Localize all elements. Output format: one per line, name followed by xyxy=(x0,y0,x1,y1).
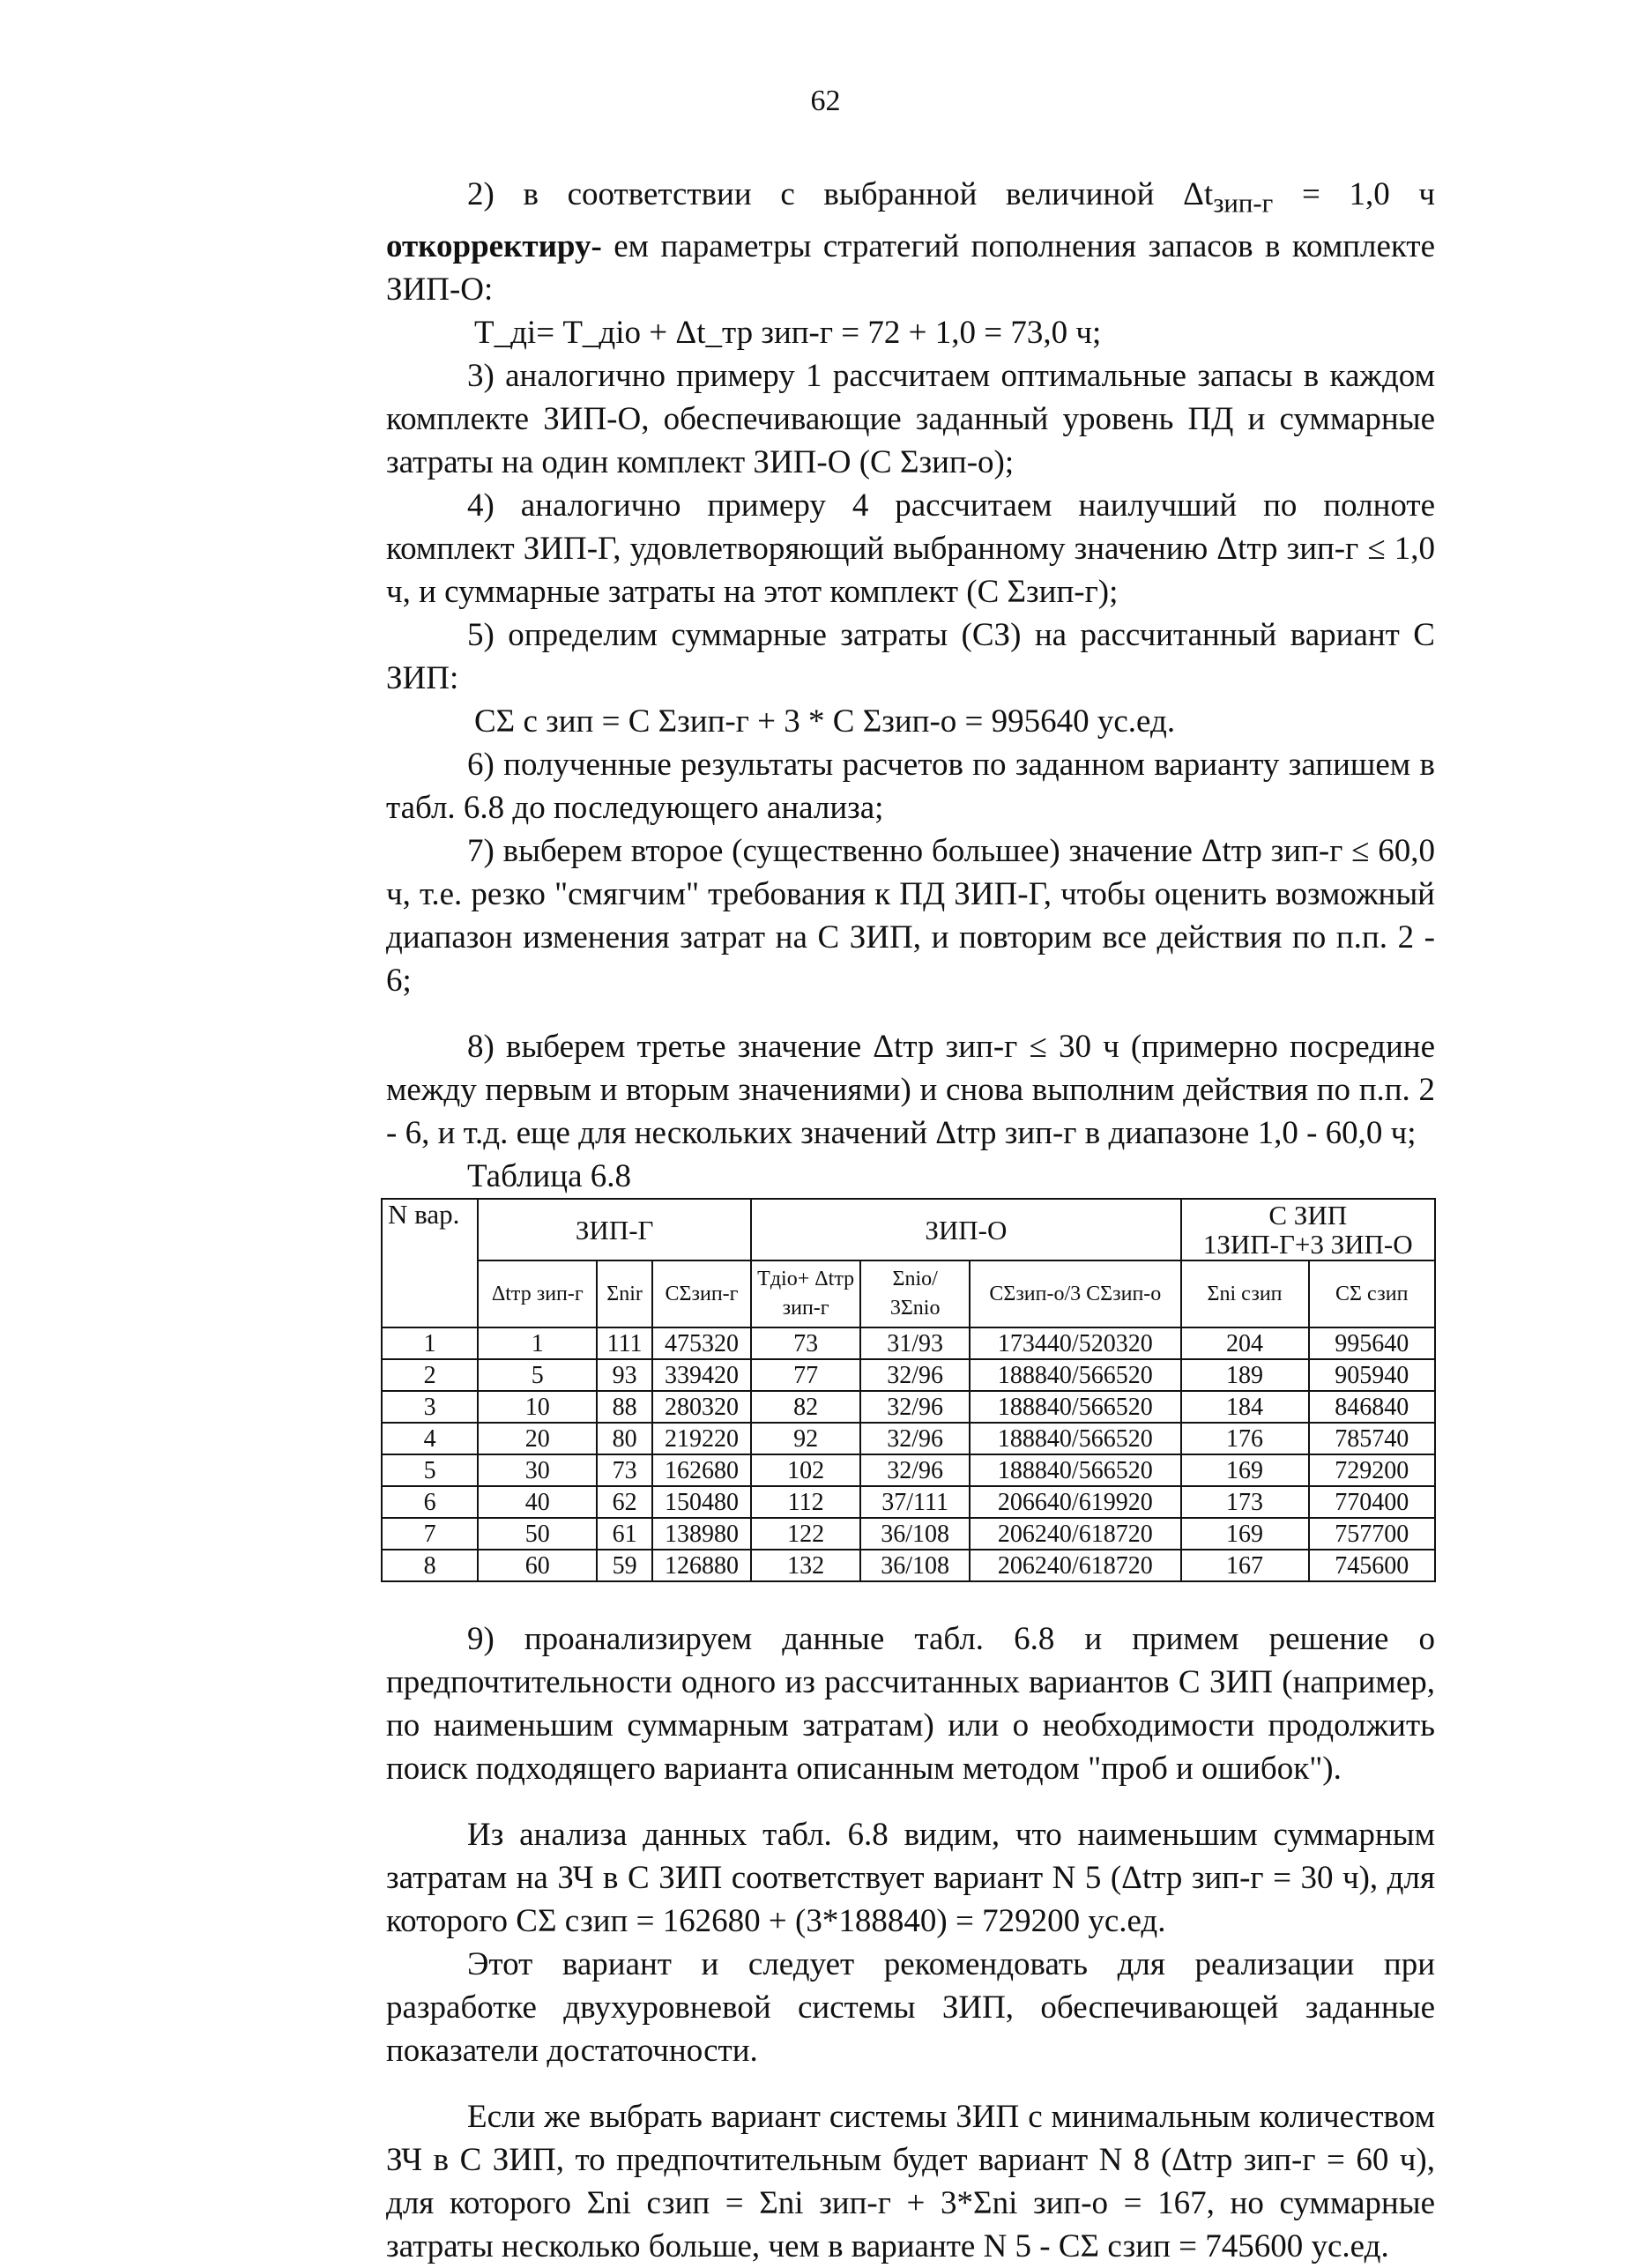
step-5-paragraph: 5) определим суммарные затраты (СЗ) на рассчитанный вариант С ЗИП: xyxy=(386,617,1435,697)
header-n-var: N вар. xyxy=(382,1199,478,1327)
table-cell: 30 xyxy=(478,1454,597,1486)
table-cell: 169 xyxy=(1181,1518,1309,1550)
table-cell: 8 xyxy=(382,1550,478,1581)
table-cell: 162680 xyxy=(652,1454,751,1486)
step-4-paragraph: 4) аналогично примеру 4 рассчитаем наилучший по полноте комплект ЗИП-Г, удовлетворяющий выбранному значению Δtтр зип-г ≤ 1,0 ч, и суммарные затраты на этот комплект (С Σзип-г); xyxy=(386,487,1435,611)
table-cell: 132 xyxy=(751,1550,860,1581)
header-s-zip xyxy=(1181,1199,1436,1260)
page-number: 62 xyxy=(810,85,841,117)
table-sub-header xyxy=(382,1260,1435,1327)
analysis-paragraph: Из анализа данных табл. 6.8 видим, что наименьшим суммарным затратам на ЗЧ в С ЗИП соответствует вариант N 5 (Δtтр зип-г = 30 ч), для которого CΣ сзип = 162680 + (3*188840) = 729200 ус.ед. xyxy=(386,1817,1435,1940)
table-cell: 93 xyxy=(597,1359,652,1391)
table-row xyxy=(382,1359,1435,1391)
header-cg: CΣзип-г xyxy=(652,1260,751,1327)
table-6-8 xyxy=(381,1198,1436,1582)
step-8-paragraph: 8) выберем третье значение Δtтр зип-г ≤ 30 ч (примерно посредине между первым и вторым значениями) и снова выполним действия по п.п. 2 - 6, и т.д. еще для нескольких значений Δtтр зип-г в диапазоне 1,0 - 60,0 ч; xyxy=(386,1029,1435,1152)
step-6-paragraph: 6) полученные результаты расчетов по заданном варианту запишем в табл. 6.8 до последующего анализа; xyxy=(386,747,1435,827)
table-cell: 188840/566520 xyxy=(970,1423,1180,1454)
table-cell: 32/96 xyxy=(860,1391,970,1423)
table-cell: 188840/566520 xyxy=(970,1454,1180,1486)
table-row xyxy=(382,1550,1435,1581)
table-cell: 62 xyxy=(597,1486,652,1518)
table-cell: 2 xyxy=(382,1359,478,1391)
header-nig: Σnir xyxy=(597,1260,652,1327)
header-dt: Δtтр зип-г xyxy=(478,1260,597,1327)
header-zip-g: ЗИП-Г xyxy=(478,1199,751,1260)
table-row xyxy=(382,1486,1435,1518)
table-cell: 32/96 xyxy=(860,1423,970,1454)
table-cell: 126880 xyxy=(652,1550,751,1581)
table-row xyxy=(382,1518,1435,1550)
table-cell: 219220 xyxy=(652,1423,751,1454)
table-cell: 60 xyxy=(478,1550,597,1581)
table-cell: 475320 xyxy=(652,1327,751,1359)
table-cell: 206240/618720 xyxy=(970,1550,1180,1581)
table-cell: 32/96 xyxy=(860,1359,970,1391)
table-cell: 339420 xyxy=(652,1359,751,1391)
table-cell: 5 xyxy=(382,1454,478,1486)
table-cell: 280320 xyxy=(652,1391,751,1423)
table-cell: 32/96 xyxy=(860,1454,970,1486)
table-cell: 92 xyxy=(751,1423,860,1454)
table-cell: 36/108 xyxy=(860,1550,970,1581)
table-cell: 31/93 xyxy=(860,1327,970,1359)
table-cell: 7 xyxy=(382,1518,478,1550)
table-cell: 206240/618720 xyxy=(970,1518,1180,1550)
table-cell: 20 xyxy=(478,1423,597,1454)
table-row xyxy=(382,1423,1435,1454)
table-cell: 173 xyxy=(1181,1486,1309,1518)
table-cell: 50 xyxy=(478,1518,597,1550)
header-nio: Σnio/ 3Σnio xyxy=(860,1260,970,1327)
table-cell: 138980 xyxy=(652,1518,751,1550)
table-row xyxy=(382,1327,1435,1359)
table-cell: 61 xyxy=(597,1518,652,1550)
header-co: CΣзип-о/3 CΣзип-о xyxy=(970,1260,1180,1327)
table-cell: 184 xyxy=(1181,1391,1309,1423)
table-cell: 88 xyxy=(597,1391,652,1423)
table-row xyxy=(382,1454,1435,1486)
table-cell: 73 xyxy=(597,1454,652,1486)
table-cell: 206640/619920 xyxy=(970,1486,1180,1518)
header-cs: CΣ сзип xyxy=(1309,1260,1436,1327)
step-9-paragraph: 9) проанализируем данные табл. 6.8 и примем решение о предпочтительности одного из рассчитанных вариантов С ЗИП (например, по наименьшим суммарным затратам) или о необходимости продолжить поиск подходящего варианта описанным методом "проб и ошибок"). xyxy=(386,1621,1435,1788)
table-cell: 102 xyxy=(751,1454,860,1486)
step-2-paragraph: 2) в соответствии с выбранной величиной $\Delta t_{зип-г} = 1,0$ ч откорректиру- ем параметры стратегий пополнения запасов в комплекте ЗИП-О: xyxy=(386,176,1436,309)
table-cell: 169 xyxy=(1181,1454,1309,1486)
table-cell: 1 xyxy=(382,1327,478,1359)
formula-t-di: Т_дi= Т_дio + Δt_тр зип-г = 72 + 1,0 = 73,0 ч; xyxy=(474,315,1102,352)
table-cell: 785740 xyxy=(1309,1423,1436,1454)
table-cell: 995640 xyxy=(1309,1327,1436,1359)
table-cell: 122 xyxy=(751,1518,860,1550)
table-cell: 59 xyxy=(597,1550,652,1581)
table-cell: 5 xyxy=(478,1359,597,1391)
table-cell: 150480 xyxy=(652,1486,751,1518)
page-body xyxy=(386,173,1435,2268)
table-cell: 188840/566520 xyxy=(970,1359,1180,1391)
table-cell: 757700 xyxy=(1309,1518,1436,1550)
table-caption: Таблица 6.8 xyxy=(467,1158,631,1195)
table-cell: 36/108 xyxy=(860,1518,970,1550)
table-cell: 37/111 xyxy=(860,1486,970,1518)
alternative-paragraph: Если же выбрать вариант системы ЗИП с минимальным количеством ЗЧ в С ЗИП, то предпочтительным будет вариант N 8 (Δtтр зип-г = 60 ч), для которого Σni сзип = Σni зип-г + 3*Σni зип-о = 167, но суммарные затраты несколько больше, чем в варианте N 5 - CΣ сзип = 745600 ус.ед. xyxy=(386,2099,1435,2265)
table-cell: 188840/566520 xyxy=(970,1391,1180,1423)
table-cell: 173440/520320 xyxy=(970,1327,1180,1359)
table-cell: 176 xyxy=(1181,1423,1309,1454)
table-cell: 204 xyxy=(1181,1327,1309,1359)
table-cell: 846840 xyxy=(1309,1391,1436,1423)
table-cell: 6 xyxy=(382,1486,478,1518)
table-row xyxy=(382,1391,1435,1423)
table-cell: 111 xyxy=(597,1327,652,1359)
table-cell: 80 xyxy=(597,1423,652,1454)
table-cell: 10 xyxy=(478,1391,597,1423)
table-cell: 729200 xyxy=(1309,1454,1436,1486)
table-cell: 82 xyxy=(751,1391,860,1423)
recommendation-paragraph: Этот вариант и следует рекомендовать для реализации при разработке двухуровневой системы ЗИП, обеспечивающей заданные показатели достаточности. xyxy=(386,1946,1435,2070)
table-body xyxy=(382,1327,1435,1581)
table-cell: 189 xyxy=(1181,1359,1309,1391)
table-cell: 905940 xyxy=(1309,1359,1436,1391)
table-cell: 40 xyxy=(478,1486,597,1518)
step-7-paragraph: 7) выберем второе (существенно большее) значение Δtтр зип-г ≤ 60,0 ч, т.е. резко "смягчим" требования к ПД ЗИП-Г, чтобы оценить возможный диапазон изменения затрат на С ЗИП, и повторим все действия по п.п. 2 - 6; xyxy=(386,833,1435,1000)
table-cell: 1 xyxy=(478,1327,597,1359)
formula-total-cost: СΣ с зип = С Σзип-г + 3 * С Σзип-о = 995640 ус.ед. xyxy=(474,703,1176,740)
table-cell: 112 xyxy=(751,1486,860,1518)
header-td: Тдio+ Δtтр зип-г xyxy=(751,1260,860,1327)
table-cell: 77 xyxy=(751,1359,860,1391)
header-ns: Σni сзип xyxy=(1181,1260,1309,1327)
step-3-paragraph: 3) аналогично примеру 1 рассчитаем оптимальные запасы в каждом комплекте ЗИП-О, обеспечивающие заданный уровень ПД и суммарные затраты на один комплект ЗИП-О (С Σзип-о); xyxy=(386,358,1435,481)
header-zip-o: ЗИП-О xyxy=(751,1199,1180,1260)
table-cell: 167 xyxy=(1181,1550,1309,1581)
table-cell: 73 xyxy=(751,1327,860,1359)
header-s-zip-title: С ЗИП xyxy=(1268,1200,1348,1231)
table-cell: 4 xyxy=(382,1423,478,1454)
table-group-header xyxy=(382,1199,1435,1260)
table-cell: 3 xyxy=(382,1391,478,1423)
table-cell: 770400 xyxy=(1309,1486,1436,1518)
table-cell: 745600 xyxy=(1309,1550,1436,1581)
header-s-zip-sub: 1ЗИП-Г+3 ЗИП-О xyxy=(1202,1229,1413,1260)
